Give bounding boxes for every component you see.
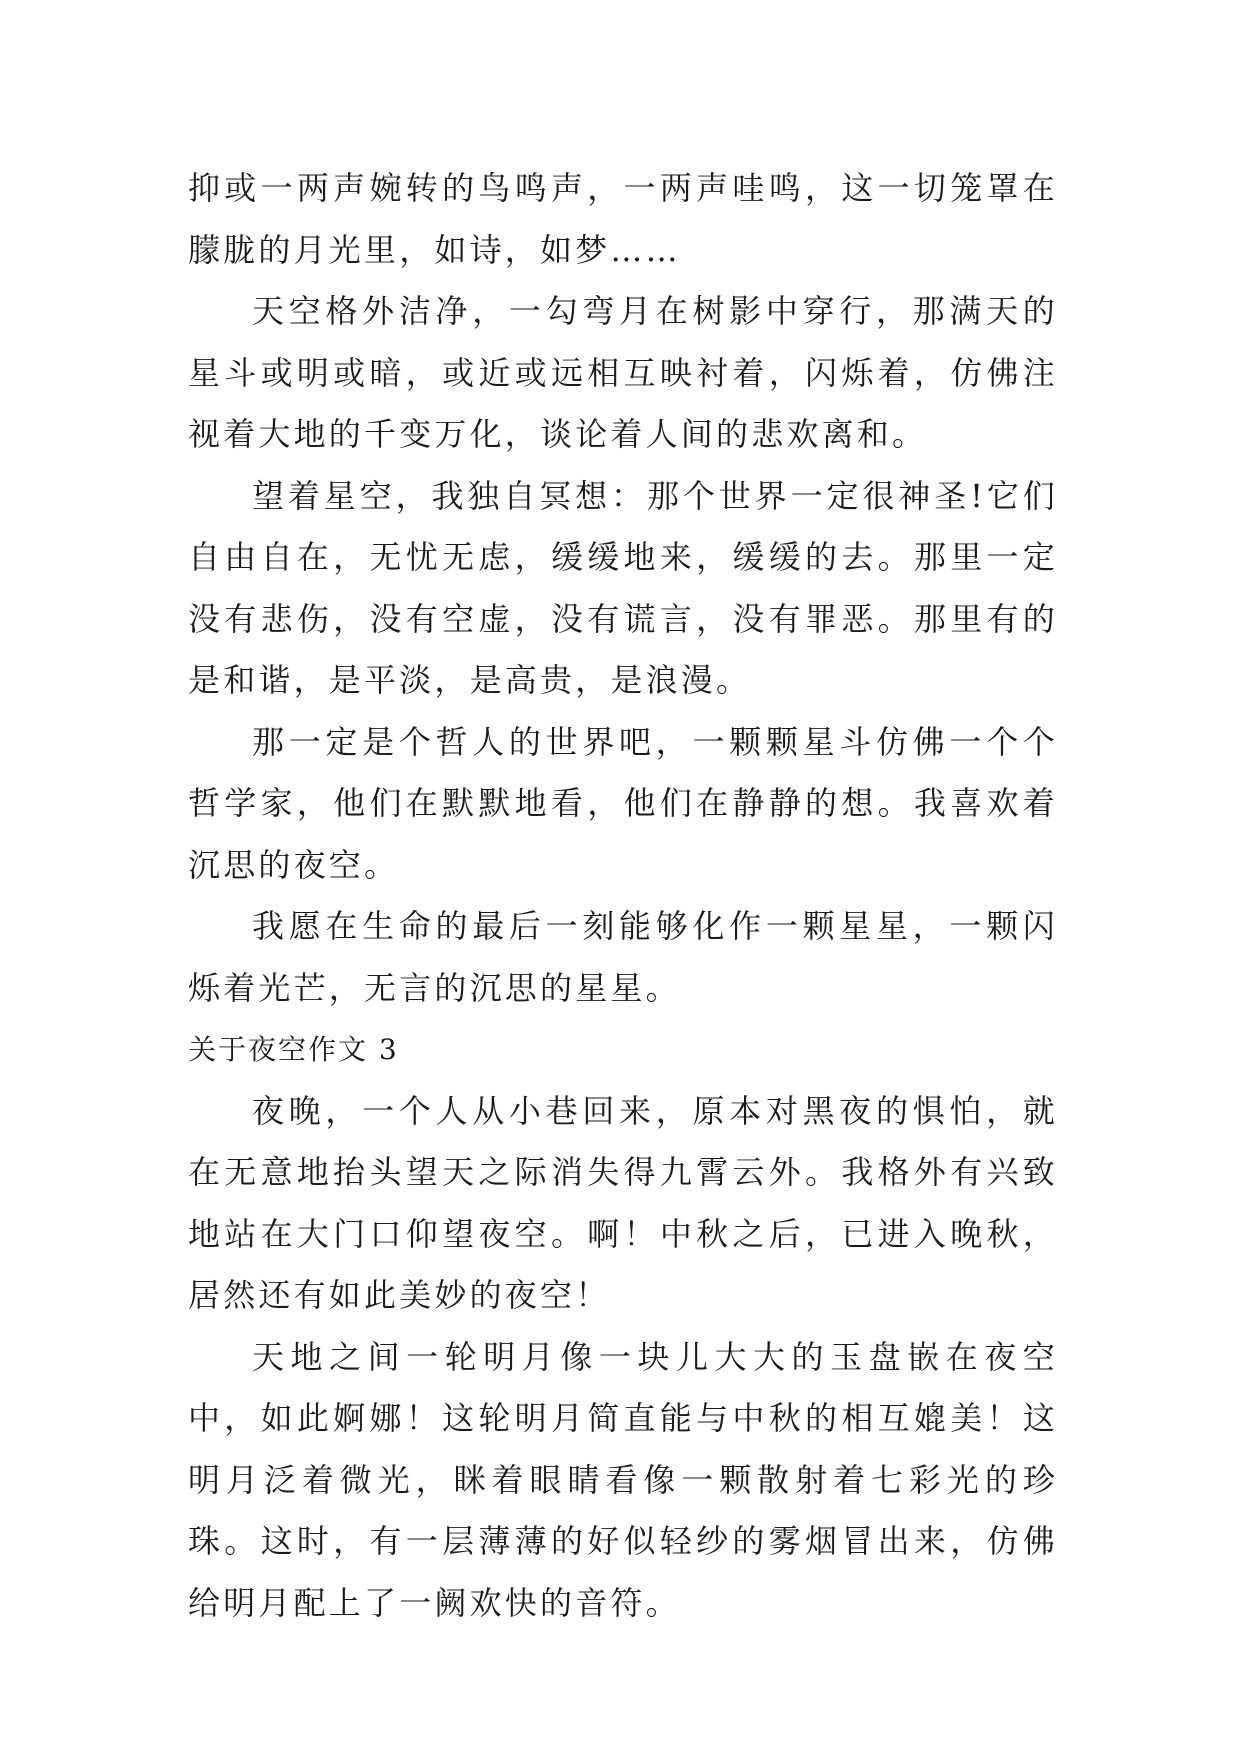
paragraph-philosopher-world: 那一定是个哲人的世界吧，一颗颗星斗仿佛一个个哲学家，他们在默默地看，他们在静静的想。我喜欢着沉思的夜空。 — [188, 722, 1058, 884]
paragraph-continued: 抑或一两声婉转的鸟鸣声，一两声哇鸣，这一切笼罩在朦胧的月光里，如诗，如梦…… — [188, 169, 1058, 269]
paragraph-bright-moon: 天地之间一轮明月像一块儿大大的玉盘嵌在夜空中，如此婀娜！这轮明月简直能与中秋的相互媲美！这明月泛着微光，眯着眼睛看像一颗散射着七彩光的珍珠。这时，有一层薄薄的好似轻纱的雾烟冒出来，仿佛给明月配上了一阙欢快的音符。 — [188, 1337, 1058, 1622]
paragraph-sky-clean: 天空格外洁净，一勾弯月在树影中穿行，那满天的星斗或明或暗，或近或远相互映衬着，闪烁着，仿佛注视着大地的千变万化，谈论着人间的悲欢离和。 — [188, 292, 1058, 453]
document-page — [188, 158, 1058, 1634]
paragraph-starry-thoughts: 望着星空，我独自冥想：那个世界一定很神圣!它们自由自在，无忧无虑，缓缓地来，缓缓的去。那里一定没有悲伤，没有空虚，没有谎言，没有罪恶。那里有的是和谐，是平淡，是高贵，是浪漫。 — [188, 476, 1058, 699]
paragraph-night-return: 夜晚，一个人从小巷回来，原本对黑夜的惧怕，就在无意地抬头望天之际消失得九霄云外。我格外有兴致地站在大门口仰望夜空。啊！中秋之后，已进入晚秋，居然还有如此美妙的夜空！ — [188, 1091, 1058, 1314]
paragraph-become-star: 我愿在生命的最后一刻能够化作一颗星星，一颗闪烁着光芒，无言的沉思的星星。 — [188, 907, 1058, 1007]
essay-heading: 关于夜空作文 3 — [188, 1033, 399, 1066]
